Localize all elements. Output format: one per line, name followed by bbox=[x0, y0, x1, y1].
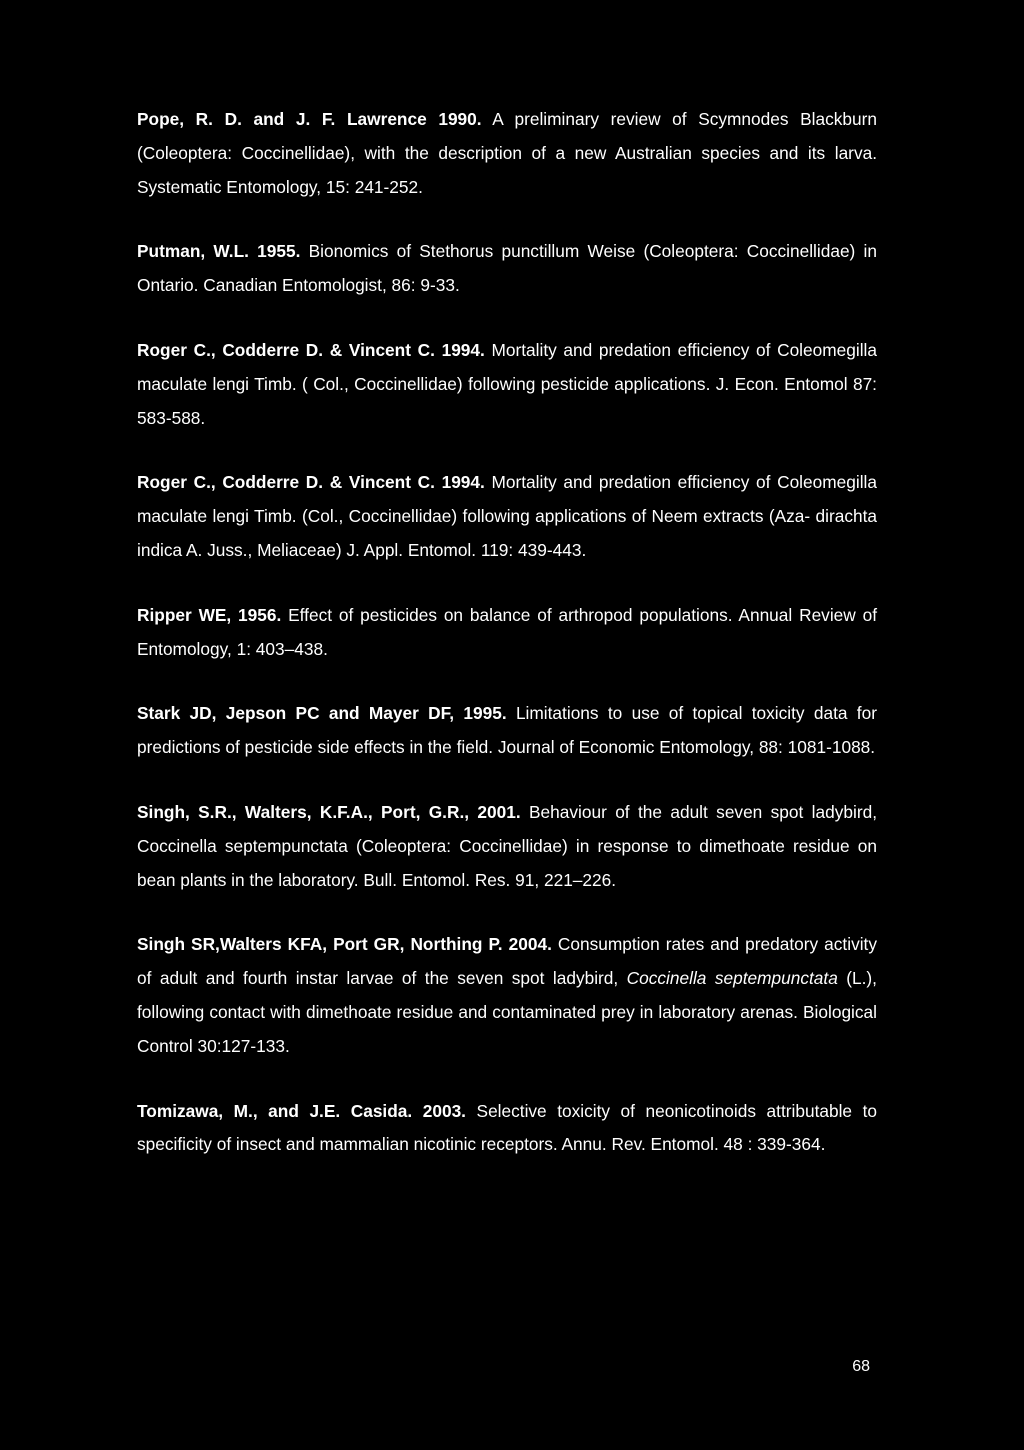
reference-authors: Stark JD, Jepson PC and Mayer DF, 1995. bbox=[137, 703, 507, 724]
reference-authors: Putman, W.L. 1955. bbox=[137, 241, 301, 262]
reference-entry bbox=[137, 697, 877, 765]
reference-text-after: (L.), following contact with dimethoate residue and contaminated prey in laboratory arenas. Biological Control 30:127-133. bbox=[137, 968, 877, 1056]
reference-text: A preliminary review of Scymnodes Blackburn (Coleoptera: Coccinellidae), with the description of a new Australian species and its larva. Systematic Entomology, 15: 241-252. bbox=[137, 109, 877, 197]
reference-text: Consumption rates and predatory activity of adult and fourth instar larvae of the seven spot ladybird, bbox=[137, 934, 877, 989]
reference-authors: Ripper WE, 1956. bbox=[137, 604, 282, 625]
reference-entry bbox=[137, 334, 877, 435]
reference-text: Mortality and predation efficiency of Coleomegilla maculate lengi Timb. ( Col., Coccinellidae) following pesticide applications. J. Econ. Entomol 87: 583-588. bbox=[137, 339, 877, 428]
reference-list bbox=[137, 103, 877, 1193]
reference-authors: Singh SR,Walters KFA, Port GR, Northing P. 2004. bbox=[137, 934, 552, 955]
species-name-italic: Coccinella septempunctata bbox=[626, 968, 838, 989]
reference-text: Mortality and predation efficiency of Coleomegilla maculate lengi Timb. (Col., Coccinellidae) following applications of Neem extracts (Aza- dirachta indica A. Juss., Meliaceae) J. Appl. Entomol. 119: 439-443. bbox=[137, 472, 877, 560]
reference-entry bbox=[137, 466, 877, 567]
reference-text: Effect of pesticides on balance of arthropod populations. Annual Review of Entomology, 1: 403–438. bbox=[137, 604, 878, 659]
reference-entry bbox=[137, 796, 877, 897]
reference-entry bbox=[137, 928, 877, 1063]
reference-entry bbox=[137, 599, 877, 667]
reference-authors: Roger C., Codderre D. & Vincent C. 1994. bbox=[137, 472, 485, 493]
reference-text: Behaviour of the adult seven spot ladybird, Coccinella septempunctata (Coleoptera: Coccinellidae) in response to dimethoate residue on bean plants in the laboratory. Bull. Entomol. Res. 91, 221–226. bbox=[137, 801, 877, 890]
reference-authors: Roger C., Codderre D. & Vincent C. 1994. bbox=[137, 339, 485, 360]
reference-entry bbox=[137, 103, 877, 204]
reference-text: Limitations to use of topical toxicity data for predictions of pesticide side effects in the field. Journal of Economic Entomology, 88: 1081-1088. bbox=[137, 703, 877, 758]
page-number: 68 bbox=[852, 1358, 870, 1375]
reference-authors: Tomizawa, M., and J.E. Casida. 2003. bbox=[137, 1100, 466, 1121]
reference-text: Selective toxicity of neonicotinoids attributable to specificity of insect and mammalian nicotinic receptors. Annu. Rev. Entomol. 48 : 339-364. bbox=[137, 1100, 877, 1155]
reference-authors: Pope, R. D. and J. F. Lawrence 1990. bbox=[137, 109, 482, 129]
reference-entry bbox=[137, 1095, 877, 1163]
reference-authors: Singh, S.R., Walters, K.F.A., Port, G.R., 2001. bbox=[137, 801, 521, 822]
reference-text: Bionomics of Stethorus punctillum Weise (Coleoptera: Coccinellidae) in Ontario. Canadian Entomologist, 86: 9-33. bbox=[137, 241, 878, 296]
reference-entry bbox=[137, 235, 877, 303]
